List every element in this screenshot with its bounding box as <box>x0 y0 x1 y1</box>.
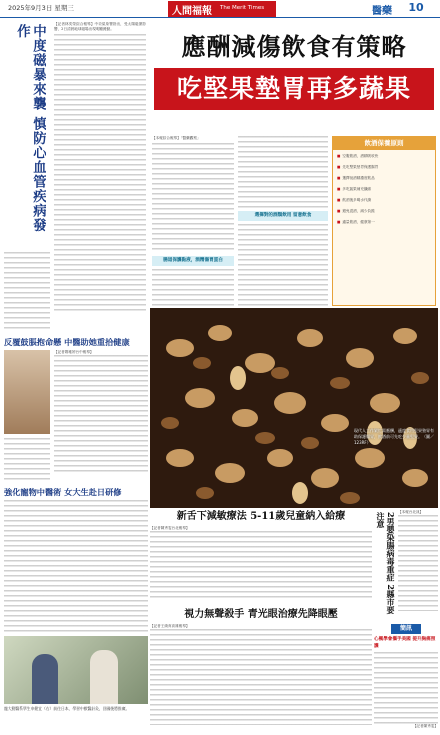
issue-date: 2025年9月3日 星期三 <box>8 4 74 12</box>
page-number: 10 <box>408 1 424 14</box>
article3-block <box>4 486 148 726</box>
brief-byline: 【記者陳秀雯】 <box>412 724 438 728</box>
main-article-lines3 <box>238 136 328 208</box>
left-article-block <box>4 20 148 334</box>
main-title-line1: 應酬減傷飲食有策略 <box>181 32 407 61</box>
brief-label: 簡訊 <box>391 624 421 634</box>
article2-block <box>4 336 148 484</box>
article3-text-lines <box>4 500 148 634</box>
brief-text-lines <box>374 652 438 724</box>
article6-text-lines <box>150 629 372 725</box>
article5-vertical-title: 2男嬰染腸病毒重症 2縣市要注意 <box>376 512 396 614</box>
article5-text-lines <box>398 515 438 611</box>
article2-text-lower <box>4 438 50 482</box>
bullet-icon: ■ <box>337 209 341 213</box>
article2-photo <box>4 350 50 434</box>
bullet-icon: ■ <box>337 198 341 202</box>
main-subhead-left: 腸道保護黏液，酒精傷胃蛋白 <box>152 256 234 266</box>
article5-block <box>374 510 438 620</box>
left-article-text-lines <box>54 34 146 314</box>
bullet-icon: ■ <box>337 187 341 191</box>
sidebar-item: ■ 空腹飲酒，酒精吸收快 <box>337 154 379 158</box>
main-article-lines1 <box>152 143 234 253</box>
left-article-body <box>54 22 146 328</box>
sidebar-list <box>333 150 435 225</box>
article4-title: 新舌下減敏療法 5-11歲兒童納入給療 <box>176 511 346 522</box>
bullet-icon: ■ <box>337 220 341 224</box>
sidebar-item: ■ 先吃堅果墊胃保護腸胃 <box>337 165 379 169</box>
person-figure-left <box>32 654 58 704</box>
main-subhead-mid: 選擇對的酒類飲用 留意飲食 <box>238 211 328 221</box>
main-article-byline: 【本報綜合報導】「醫藥觀察」 <box>152 136 201 140</box>
sidebar-item: ■ 選擇低酒精濃度飲品 <box>337 176 375 180</box>
bullet-icon: ■ <box>337 154 341 158</box>
person-figure-right <box>90 650 118 704</box>
article2-title: 反覆鼓脹抱命懸 中醫助她重拾健康 <box>4 337 130 347</box>
logo-en: The Merit Times <box>220 5 265 11</box>
left-article-text-bottom <box>4 252 50 330</box>
sidebar-title: 飲酒保養原則 <box>333 137 435 150</box>
article2-body <box>54 350 148 482</box>
section-name: 醫藥 <box>372 6 392 17</box>
sidebar-box <box>332 136 436 306</box>
article4-text-lines <box>150 531 372 601</box>
sidebar-item: ■ 飲酒後多喝水代謝 <box>337 198 372 202</box>
article2-byline: 【記者鄭雅婷台中報導】 <box>54 350 94 354</box>
left-article-vertical-title: 中度磁暴來襲 慎防心血管疾病發作 <box>14 24 46 233</box>
main-title-block <box>150 20 438 132</box>
nuts-photo <box>150 308 438 508</box>
article6-title: 視力無聲殺手 青光眼治療先降眼壓 <box>184 609 338 620</box>
article4-block <box>150 510 372 606</box>
article2-text-lines <box>54 355 148 475</box>
sidebar-item: ■ 多吃蔬果補充纖維 <box>337 187 372 191</box>
article3-caption: 龍大動醫系學生申健宜（右）前往日本，學習中獸醫針灸，回國後將推廣。 <box>4 706 130 711</box>
bullet-icon: ■ <box>337 176 341 180</box>
article4-body <box>150 526 372 606</box>
article5-byline: 【本報台北訊】 <box>398 510 424 514</box>
sidebar-item: ■ 避免混酒，減少負擔 <box>337 209 375 213</box>
bullet-icon: ■ <box>337 165 341 169</box>
main-title-line2-banner <box>154 68 434 110</box>
newspaper-logo <box>168 1 276 17</box>
left-article-byline: 【記者林奕榮綜合報導】中央氣象署指出，受太陽磁暴影響，2日清晨地球磁場出現明顯擾動。 <box>54 22 146 31</box>
brief-title: 心楓學會攜手美國 提升胸痛照護 <box>374 637 436 649</box>
article3-photo <box>4 636 148 704</box>
article4-byline: 【記者陳秀雯台北報導】 <box>150 526 190 530</box>
photo-caption: 現代人工作繁忙需應酬，適度食用堅果墊胃有助保護腸胃，飲酒前可先吃少量堅果。（圖／123RF） <box>354 428 434 445</box>
logo-cn: 人間福報 <box>172 6 212 17</box>
article6-block <box>150 608 372 730</box>
sidebar-item: ■ 適量飲酒，健康第一 <box>337 220 375 224</box>
article6-byline: 【記者王綺育高雄報導】 <box>150 624 190 628</box>
article3-title: 強化寵物中醫術 女大生赴日研修 <box>4 487 122 497</box>
main-title-line2: 吃堅果墊胃再多蔬果 <box>176 74 411 103</box>
article6-body <box>150 624 372 730</box>
brief-block <box>374 624 438 730</box>
article5-body <box>398 510 438 620</box>
header-bar <box>0 0 440 18</box>
